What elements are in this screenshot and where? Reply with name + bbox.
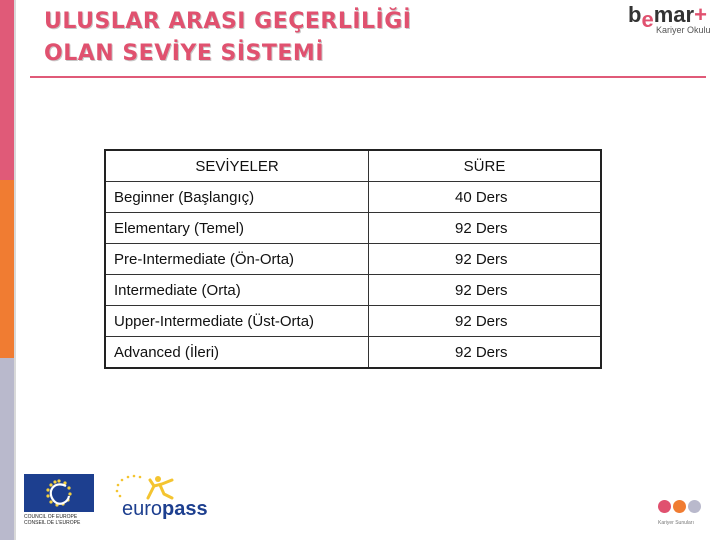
europass-word-1: euro bbox=[122, 498, 163, 520]
slide-title-line-1: ULUSLAR ARASI GEÇERLİLİĞİ bbox=[44, 9, 412, 34]
side-strip-grey bbox=[0, 358, 14, 540]
side-strip-divider bbox=[14, 0, 16, 540]
level-cell: Elementary (Temel) bbox=[105, 213, 369, 244]
logo-tagline: Kariyer Okulu bbox=[656, 25, 711, 35]
slide-title-line-2: OLAN SEVİYE SİSTEMİ bbox=[44, 41, 325, 66]
europass-wordmark bbox=[122, 498, 208, 521]
duration-cell: 92 Ders bbox=[369, 337, 602, 369]
europass-word-2: pass bbox=[162, 498, 208, 520]
level-cell: Upper-Intermediate (Üst-Orta) bbox=[105, 306, 369, 337]
table-row bbox=[105, 213, 601, 244]
duration-cell: 40 Ders bbox=[369, 182, 602, 213]
pink-dot-icon bbox=[658, 500, 671, 513]
duration-cell: 92 Ders bbox=[369, 275, 602, 306]
level-cell: Pre-Intermediate (Ön-Orta) bbox=[105, 244, 369, 275]
coe-flag-icon bbox=[24, 474, 94, 512]
coe-caption-en: COUNCIL OF EUROPE bbox=[24, 514, 78, 520]
levels-table bbox=[104, 149, 602, 369]
europass-logo bbox=[110, 474, 220, 524]
table-row bbox=[105, 306, 601, 337]
council-of-europe-logo bbox=[24, 474, 96, 528]
duration-cell: 92 Ders bbox=[369, 213, 602, 244]
level-cell: Intermediate (Orta) bbox=[105, 275, 369, 306]
table-row bbox=[105, 244, 601, 275]
coe-caption bbox=[24, 514, 96, 526]
bemar-logo bbox=[628, 2, 718, 40]
grey-dot-icon bbox=[688, 500, 701, 513]
table-row bbox=[105, 337, 601, 369]
coe-emblem-icon bbox=[24, 474, 94, 512]
logo-plus: + bbox=[694, 2, 707, 27]
logo-e: e bbox=[641, 7, 654, 32]
logo-b: b bbox=[628, 2, 642, 27]
header-levels: SEVİYELER bbox=[105, 150, 369, 182]
side-strip-pink bbox=[0, 0, 14, 180]
slide-title bbox=[44, 6, 412, 70]
level-cell: Beginner (Başlangıç) bbox=[105, 182, 369, 213]
table-row bbox=[105, 182, 601, 213]
header-duration: SÜRE bbox=[369, 150, 602, 182]
level-cell: Advanced (İleri) bbox=[105, 337, 369, 369]
logo-mar: mar bbox=[653, 2, 695, 27]
title-underline bbox=[30, 76, 706, 78]
coe-caption-fr: CONSEIL DE L'EUROPE bbox=[24, 520, 81, 526]
orange-dot-icon bbox=[673, 500, 686, 513]
table-header-row bbox=[105, 150, 601, 182]
duration-cell: 92 Ders bbox=[369, 306, 602, 337]
dots-caption: Kariyer Sunuları bbox=[658, 520, 694, 526]
table-row bbox=[105, 275, 601, 306]
duration-cell: 92 Ders bbox=[369, 244, 602, 275]
side-strip-orange bbox=[0, 180, 14, 358]
brand-dots bbox=[656, 500, 716, 540]
